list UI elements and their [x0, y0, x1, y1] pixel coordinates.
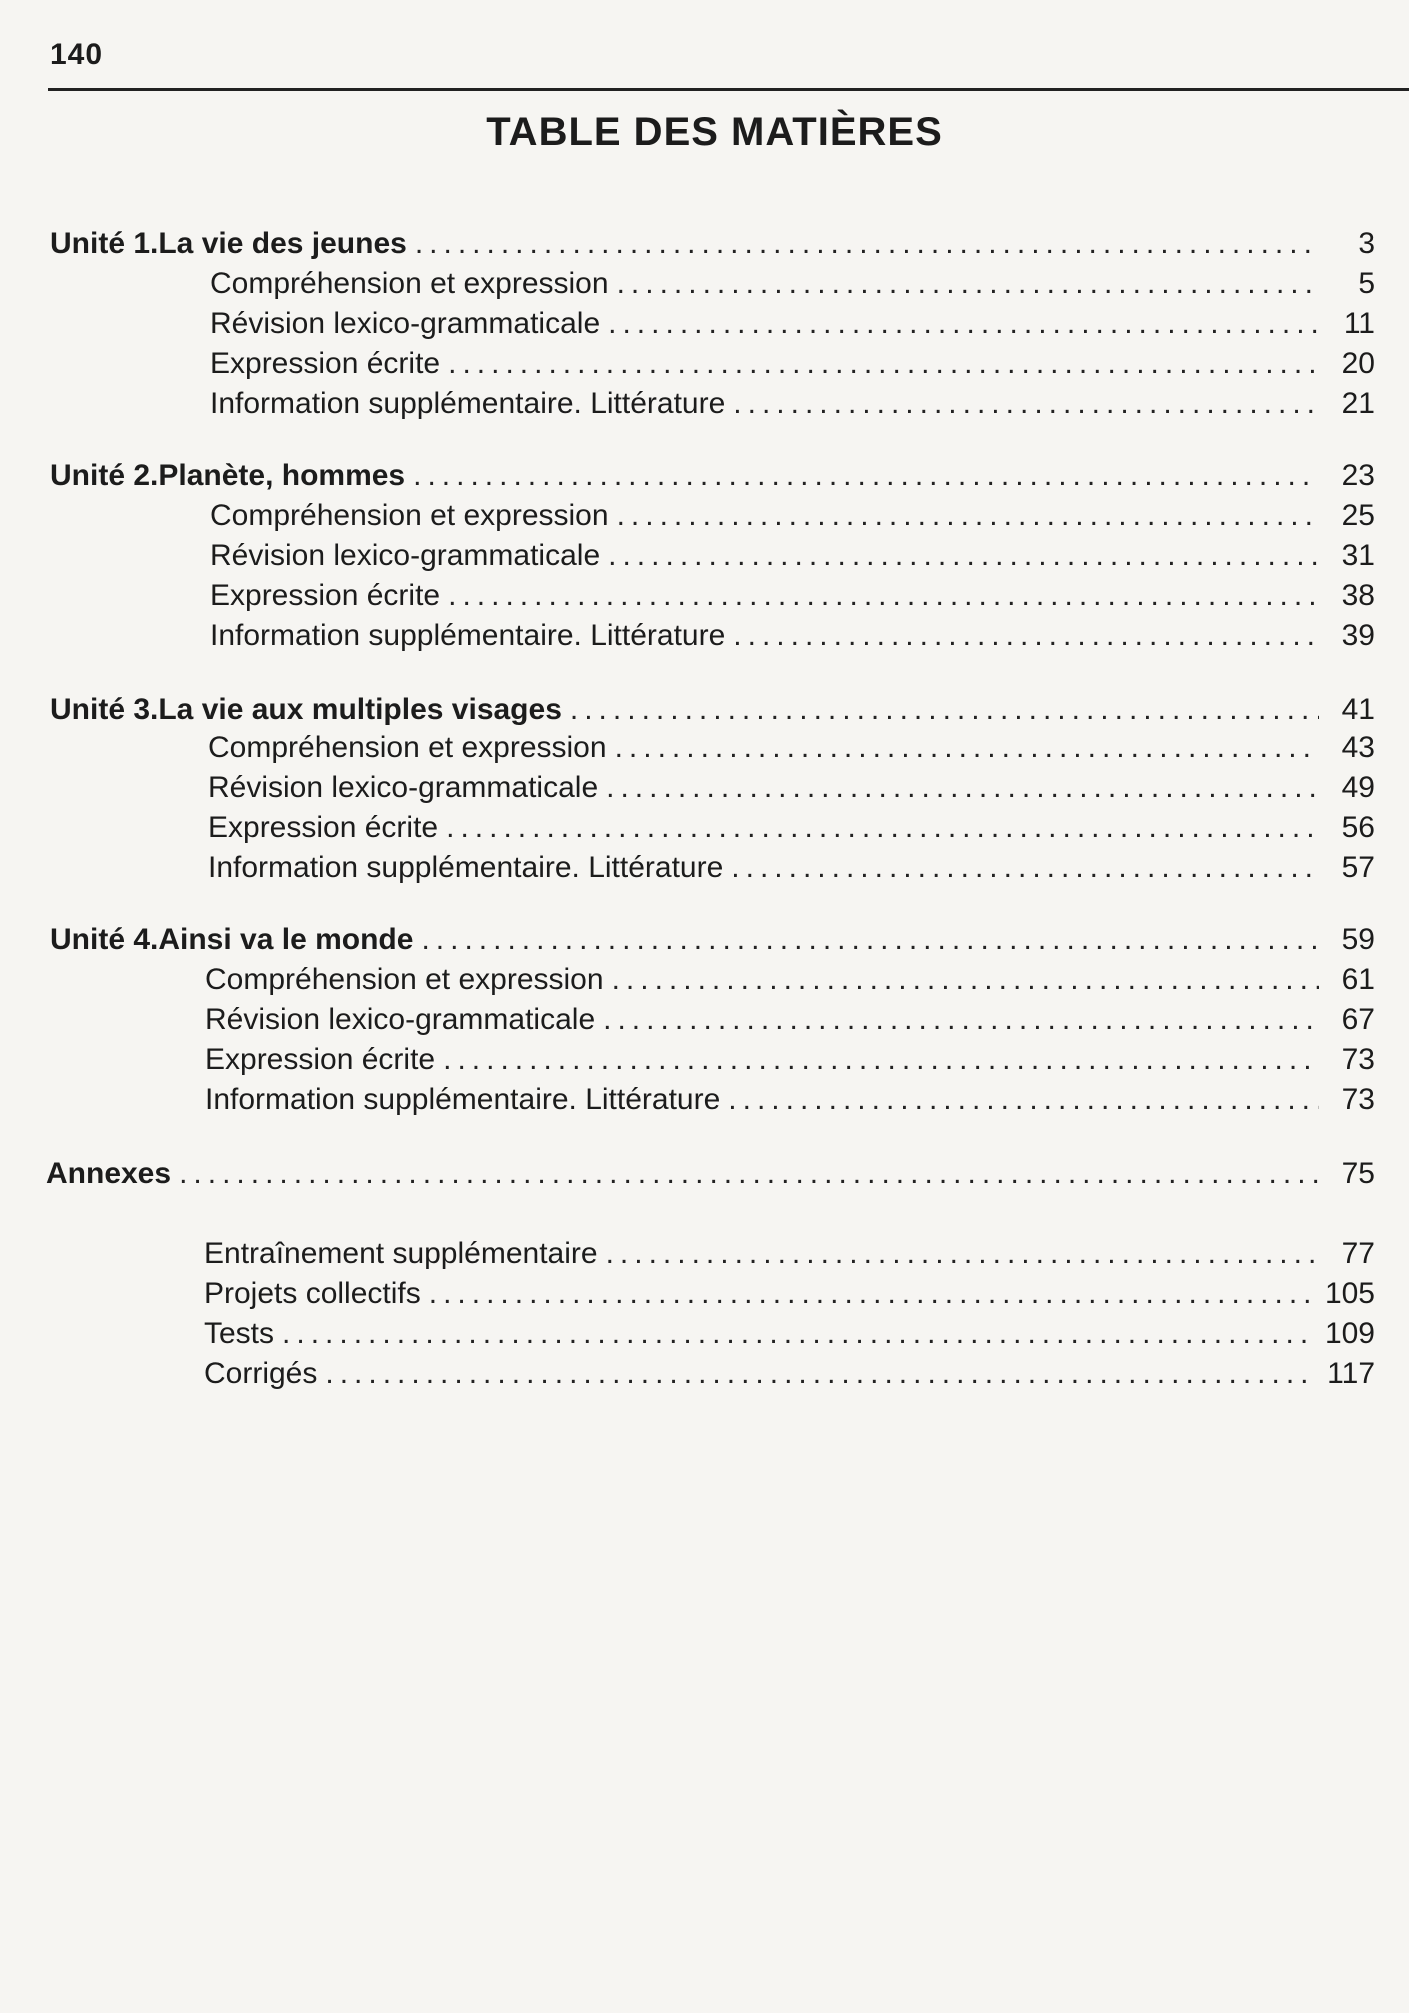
- dot-leader: [446, 810, 1319, 846]
- dot-leader: [603, 1002, 1319, 1038]
- dot-leader: [443, 1042, 1319, 1078]
- toc-entry-label: Information supplémentaire. Littérature: [208, 851, 724, 884]
- dot-leader: [617, 498, 1319, 534]
- toc-entry-label: Expression écrite: [210, 579, 441, 612]
- toc-annexes-title: Annexes: [46, 1157, 172, 1190]
- dot-leader: [615, 730, 1319, 766]
- toc-page-number: 61: [1341, 963, 1375, 996]
- toc-entry: [210, 578, 1375, 614]
- toc-entry-label: Compréhension et expression: [208, 731, 607, 764]
- toc-page-number: 49: [1341, 771, 1375, 804]
- toc-entry: [210, 306, 1375, 342]
- toc-entry-label: Information supplémentaire. Littérature: [210, 619, 726, 652]
- toc-unit-4: [50, 922, 1375, 958]
- toc-entry-label: Révision lexico-grammaticale: [205, 1003, 596, 1036]
- toc-entry-label: Information supplémentaire. Littérature: [205, 1083, 721, 1116]
- toc-entry: [208, 810, 1375, 846]
- toc-entry: [210, 498, 1375, 534]
- toc-unit-prefix: Unité 1.: [50, 227, 159, 260]
- toc-entry: [210, 346, 1375, 382]
- toc-entry: [208, 850, 1375, 886]
- toc-entry: [208, 770, 1375, 806]
- dot-leader: [728, 1082, 1319, 1118]
- toc-page-number: 5: [1358, 267, 1375, 300]
- toc-entry: [205, 1082, 1375, 1118]
- toc-entry-label: Entraînement supplémentaire: [204, 1237, 598, 1270]
- toc-page-number: 20: [1341, 347, 1375, 380]
- toc-entry-label: Révision lexico-grammaticale: [210, 307, 601, 340]
- toc-page-number: 23: [1341, 459, 1375, 492]
- dot-leader: [608, 306, 1319, 342]
- toc-page-number: 105: [1324, 1277, 1375, 1310]
- toc-page-number: 21: [1341, 387, 1375, 420]
- toc-page-number: 56: [1341, 811, 1375, 844]
- toc-page-number: 67: [1341, 1003, 1375, 1036]
- toc-page-number: 77: [1341, 1237, 1375, 1270]
- dot-leader: [179, 1156, 1319, 1192]
- toc-page-number: 43: [1341, 731, 1375, 764]
- dot-leader: [570, 692, 1319, 728]
- toc-entry-label: Expression écrite: [205, 1043, 436, 1076]
- toc-entry-label: Corrigés: [204, 1357, 318, 1390]
- dot-leader: [415, 226, 1319, 262]
- toc-page-number: 31: [1341, 539, 1375, 572]
- toc-entry: [210, 538, 1375, 574]
- toc-page-number: 59: [1341, 923, 1375, 956]
- toc-page-number: 11: [1343, 307, 1375, 340]
- toc-page-number: 117: [1327, 1357, 1375, 1390]
- toc-entry: [210, 266, 1375, 302]
- toc-page-number: 39: [1341, 619, 1375, 652]
- toc-entry: [205, 962, 1375, 998]
- dot-leader: [429, 1276, 1313, 1312]
- dot-leader: [733, 618, 1319, 654]
- toc-page-number: 109: [1324, 1317, 1375, 1350]
- toc-page-number: 25: [1341, 499, 1375, 532]
- dot-leader: [608, 538, 1319, 574]
- toc-entry: [204, 1316, 1375, 1352]
- header-rule: [48, 88, 1409, 91]
- page-title: TABLE DES MATIÈRES: [486, 110, 943, 154]
- toc-page-number: 73: [1341, 1043, 1375, 1076]
- toc-entry: [210, 386, 1375, 422]
- toc-entry: [205, 1002, 1375, 1038]
- toc-unit-1: [50, 226, 1375, 262]
- toc-page-number: 3: [1358, 227, 1375, 260]
- toc-entry-label: Compréhension et expression: [210, 499, 609, 532]
- toc-entry: [205, 1042, 1375, 1078]
- dot-leader: [733, 386, 1319, 422]
- dot-leader: [282, 1316, 1313, 1352]
- toc-page-number: 75: [1341, 1157, 1375, 1190]
- dot-leader: [413, 458, 1319, 494]
- toc-unit-prefix: Unité 4.: [50, 923, 159, 956]
- page-number: 140: [50, 38, 104, 71]
- dot-leader: [421, 922, 1319, 958]
- toc-entry: [204, 1236, 1375, 1272]
- toc-entry-label: Révision lexico-grammaticale: [210, 539, 601, 572]
- toc-page-number: 41: [1341, 693, 1375, 726]
- toc-entry: [204, 1276, 1375, 1312]
- dot-leader: [612, 962, 1319, 998]
- toc-unit-2: [50, 458, 1375, 494]
- dot-leader: [325, 1356, 1315, 1392]
- toc-entry-label: Expression écrite: [210, 347, 441, 380]
- toc-unit-title: La vie aux multiples visages: [158, 693, 562, 726]
- toc-entry-label: Tests: [204, 1317, 275, 1350]
- toc-entry: [208, 730, 1375, 766]
- toc-page-number: 57: [1341, 851, 1375, 884]
- toc-entry-label: Projets collectifs: [204, 1277, 421, 1310]
- toc-unit-prefix: Unité 3.: [50, 693, 159, 726]
- dot-leader: [606, 1236, 1319, 1272]
- dot-leader: [448, 346, 1319, 382]
- toc-unit-title: Ainsi va le monde: [158, 923, 414, 956]
- dot-leader: [606, 770, 1319, 806]
- toc-unit-title: Planète, hommes: [158, 459, 406, 492]
- toc-annexes: [46, 1156, 1375, 1192]
- toc-unit-3: [50, 692, 1375, 728]
- dot-leader: [617, 266, 1319, 302]
- toc-entry-label: Information supplémentaire. Littérature: [210, 387, 726, 420]
- toc-unit-prefix: Unité 2.: [50, 459, 159, 492]
- toc-page-number: 38: [1341, 579, 1375, 612]
- toc-entry-label: Révision lexico-grammaticale: [208, 771, 599, 804]
- toc-entry-label: Compréhension et expression: [210, 267, 609, 300]
- toc-unit-title: La vie des jeunes: [158, 227, 407, 260]
- dot-leader: [731, 850, 1319, 886]
- toc-entry-label: Compréhension et expression: [205, 963, 604, 996]
- dot-leader: [448, 578, 1319, 614]
- toc-entry: [204, 1356, 1375, 1392]
- toc-entry: [210, 618, 1375, 654]
- toc-page-number: 73: [1341, 1083, 1375, 1116]
- toc-entry-label: Expression écrite: [208, 811, 439, 844]
